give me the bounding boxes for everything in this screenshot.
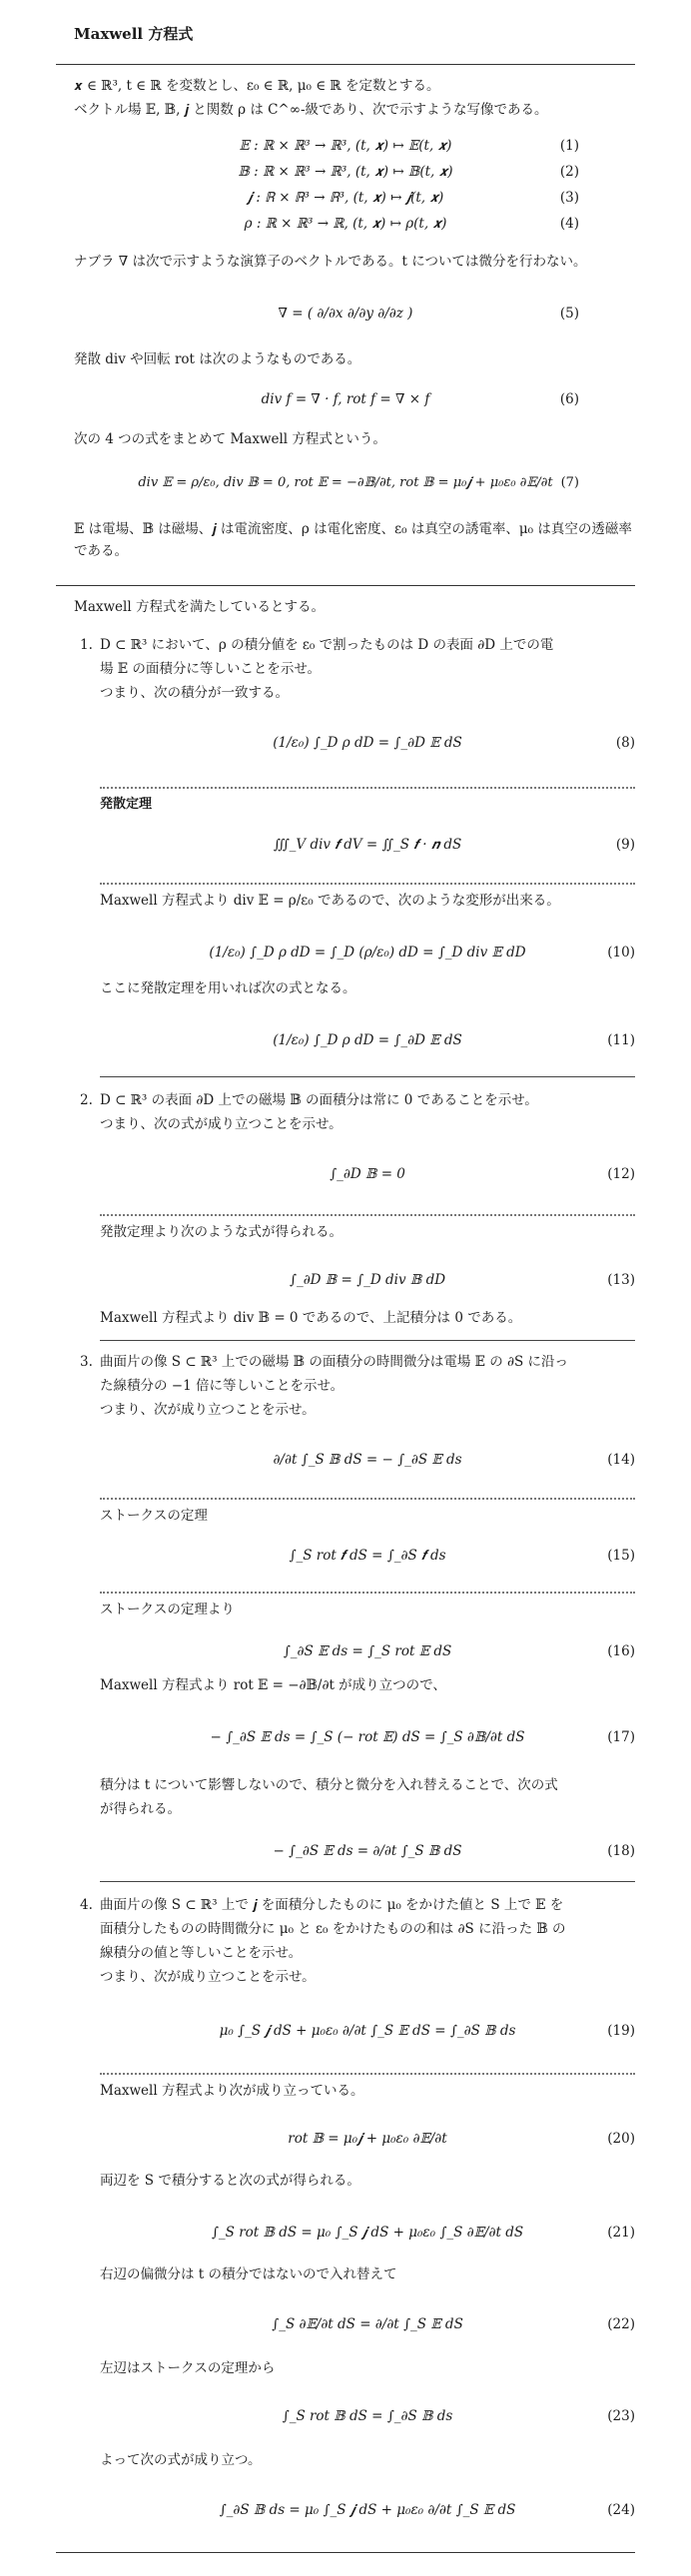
equation-11: (1/ε₀) ∫_D ρ dD = ∫_∂D 𝔼 dS (11)	[100, 1030, 635, 1052]
q4-text-7: 右辺の偏微分は t の積分ではないので入れ替えて	[100, 2266, 397, 2282]
q2-text-4: Maxwell 方程式より div 𝔹 = 0 であるので、上記積分は 0 である。	[100, 1310, 522, 1326]
q3-text-3: つまり、次が成り立つことを示せ。	[100, 1402, 316, 1418]
equation-number: (9)	[615, 837, 635, 853]
equation-number: (11)	[607, 1032, 635, 1048]
equation-number: (15)	[607, 1548, 635, 1564]
equation-16: ∫_∂S 𝔼 ds = ∫_S rot 𝔼 dS (16)	[100, 1641, 635, 1663]
q4-text-2: 面積分したものの時間微分に μ₀ と ε₀ をかけたものの和は ∂S に沿った 𝔹 の	[100, 1921, 566, 1937]
equation-1: 𝔼 : ℝ × ℝ³ → ℝ³, (t, 𝒙) ↦ 𝔼(t, 𝒙) (1)	[56, 136, 635, 158]
equation-18: − ∫_∂S 𝔼 ds = ∂/∂t ∫_S 𝔹 dS (18)	[100, 1841, 635, 1863]
equation-24: ∫_∂S 𝔹 ds = μ₀ ∫_S 𝒋 dS + μ₀ε₀ ∂/∂t ∫_S 𝔼 dS (24)	[100, 2500, 635, 2522]
q4-text-4: つまり、次が成り立つことを示せ。	[100, 1969, 316, 1985]
equation-number: (10)	[607, 945, 635, 961]
equation-number: (14)	[607, 1452, 635, 1468]
divider	[100, 1881, 635, 1882]
q3-text-4: ストークスの定理より	[100, 1602, 235, 1617]
equation-number: (6)	[559, 391, 579, 407]
dotted-divider	[100, 1498, 635, 1500]
page-title: Maxwell 方程式	[74, 25, 194, 43]
equation-9: ∭_V div 𝒇 dV = ∬_S 𝒇 · 𝒏 dS (9)	[100, 835, 635, 857]
equation-number: (24)	[607, 2502, 635, 2518]
equation-number: (17)	[607, 1729, 635, 1745]
item-number: 4.	[80, 1897, 93, 1913]
equation-15: ∫_S rot 𝒇 dS = ∫_∂S 𝒇 ds (15)	[100, 1546, 635, 1568]
dotted-divider	[100, 1592, 635, 1594]
equation-13: ∫_∂D 𝔹 = ∫_D div 𝔹 dD (13)	[100, 1270, 635, 1292]
dotted-divider	[100, 1214, 635, 1216]
equation-7: div 𝔼 = ρ/ε₀, div 𝔹 = 0, rot 𝔼 = −∂𝔹/∂t, rot 𝔹 = μ₀𝒋 + μ₀ε₀ ∂𝔼/∂t (7)	[56, 473, 635, 494]
equation-number: (7)	[560, 475, 579, 490]
nabla-text: ナブラ ∇ は次で示すような演算子のベクトルである。t については微分を行わない。	[74, 254, 587, 270]
section-label: ストークスの定理	[100, 1508, 208, 1524]
equation-number: (2)	[559, 164, 579, 180]
equation-20: rot 𝔹 = μ₀𝒋 + μ₀ε₀ ∂𝔼/∂t (20)	[100, 2129, 635, 2151]
equation-number: (20)	[607, 2131, 635, 2147]
equation-17: − ∫_∂S 𝔼 ds = ∫_S (− rot 𝔼) dS = ∫_S ∂𝔹/∂t dS (17)	[100, 1727, 635, 1749]
q3-text-5: Maxwell 方程式より rot 𝔼 = −∂𝔹/∂t が成り立つので、	[100, 1677, 446, 1693]
item-number: 1.	[80, 637, 93, 653]
description-text: 𝔼 は電場、𝔹 は磁場、𝒋 は電流密度、ρ は電化密度、ε₀ は真空の誘電率、μ₀ は真空の透磁率である。	[74, 521, 632, 559]
equation-5: ∇ = ( ∂/∂x ∂/∂y ∂/∂z ) (5)	[56, 304, 635, 325]
divider	[56, 585, 635, 586]
equation-number: (18)	[607, 1843, 635, 1859]
equation-number: (3)	[559, 190, 579, 206]
q1-text-1: D ⊂ ℝ³ において、ρ の積分値を ε₀ で割ったものは D の表面 ∂D 上での電	[100, 637, 554, 653]
equation-number: (22)	[607, 2316, 635, 2332]
equation-8: (1/ε₀) ∫_D ρ dD = ∫_∂D 𝔼 dS (8)	[100, 733, 635, 755]
q3-text-7: が得られる。	[100, 1801, 181, 1817]
equation-number: (23)	[607, 2408, 635, 2424]
equation-number: (4)	[559, 216, 579, 232]
dotted-divider	[100, 2073, 635, 2075]
equation-number: (1)	[559, 138, 579, 154]
q4-text-5: Maxwell 方程式より次が成り立っている。	[100, 2083, 364, 2099]
q4-text-8: 左辺はストークスの定理から	[100, 2360, 276, 2376]
q4-text-6: 両辺を S で積分すると次の式が得られる。	[100, 2173, 360, 2189]
div-text: 発散 div や回転 rot は次のようなものである。	[74, 351, 361, 367]
divider	[56, 2552, 635, 2553]
q1-text-2: 場 𝔼 の面積分に等しいことを示せ。	[100, 661, 321, 677]
q1-text-4: Maxwell 方程式より div 𝔼 = ρ/ε₀ であるので、次のような変形が出来る。	[100, 893, 560, 909]
q3-text-6: 積分は t について影響しないので、積分と微分を入れ替えることで、次の式	[100, 1777, 558, 1793]
divider	[100, 1076, 635, 1077]
equation-4: ρ : ℝ × ℝ³ → ℝ, (t, 𝒙) ↦ ρ(t, 𝒙) (4)	[56, 214, 635, 236]
q4-text-3: 線積分の値と等しいことを示せ。	[100, 1945, 303, 1961]
q1-text-3: つまり、次の積分が一致する。	[100, 685, 289, 701]
q4-text-9: よって次の式が成り立つ。	[100, 2452, 262, 2468]
dotted-divider	[100, 883, 635, 885]
item-number: 3.	[80, 1354, 93, 1370]
equation-number: (5)	[559, 306, 579, 322]
equation-number: (16)	[607, 1643, 635, 1659]
equation-12: ∫_∂D 𝔹 = 0 (12)	[100, 1164, 635, 1186]
equation-number: (8)	[615, 735, 635, 751]
equation-23: ∫_S rot 𝔹 dS = ∫_∂S 𝔹 ds (23)	[100, 2406, 635, 2428]
equation-number: (21)	[607, 2225, 635, 2241]
equation-14: ∂/∂t ∫_S 𝔹 dS = − ∫_∂S 𝔼 ds (14)	[100, 1450, 635, 1472]
equation-number: (13)	[607, 1272, 635, 1288]
equation-number: (12)	[607, 1166, 635, 1182]
section-label: 発散定理	[100, 797, 153, 812]
equation-19: μ₀ ∫_S 𝒋 dS + μ₀ε₀ ∂/∂t ∫_S 𝔼 dS = ∫_∂S 𝔹 ds (19)	[100, 2021, 635, 2043]
equation-2: 𝔹 : ℝ × ℝ³ → ℝ³, (t, 𝒙) ↦ 𝔹(t, 𝒙) (2)	[56, 162, 635, 184]
dotted-divider	[100, 787, 635, 789]
equation-21: ∫_S rot 𝔹 dS = μ₀ ∫_S 𝒋 dS + μ₀ε₀ ∫_S ∂𝔼/∂t dS (21)	[100, 2223, 635, 2245]
q2-text-1: D ⊂ ℝ³ の表面 ∂D 上での磁場 𝔹 の面積分は常に 0 であることを示せ。	[100, 1092, 538, 1108]
q4-text-1: 曲面片の像 S ⊂ ℝ³ 上で 𝒋 を面積分したものに μ₀ をかけた値と S 上で 𝔼 を	[100, 1897, 564, 1913]
divider	[56, 64, 635, 65]
equation-6: div f = ∇ · f, rot f = ∇ × f (6)	[56, 389, 635, 411]
intro-line-1: 𝒙 ∈ ℝ³, t ∈ ℝ を変数とし、ε₀ ∈ ℝ, μ₀ ∈ ℝ を定数とする。	[74, 78, 440, 94]
q3-text-1: 曲面片の像 S ⊂ ℝ³ 上での磁場 𝔹 の面積分の時間微分は電場 𝔼 の ∂S に沿っ	[100, 1354, 569, 1370]
equation-10: (1/ε₀) ∫_D ρ dD = ∫_D (ρ/ε₀) dD = ∫_D div 𝔼 dD (10)	[100, 943, 635, 965]
maxwell-text: 次の 4 つの式をまとめて Maxwell 方程式という。	[74, 431, 386, 447]
q2-text-3: 発散定理より次のような式が得られる。	[100, 1224, 343, 1240]
intro-line-2: ベクトル場 𝔼, 𝔹, 𝒋 と関数 ρ は C^∞-級であり、次で示すような写像である。	[74, 102, 548, 118]
q2-text-2: つまり、次の式が成り立つことを示せ。	[100, 1116, 343, 1132]
item-number: 2.	[80, 1092, 93, 1108]
equation-3: 𝒋 : ℝ × ℝ³ → ℝ³, (t, 𝒙) ↦ 𝒋(t, 𝒙) (3)	[56, 188, 635, 210]
equation-22: ∫_S ∂𝔼/∂t dS = ∂/∂t ∫_S 𝔼 dS (22)	[100, 2314, 635, 2336]
q3-text-2: た線積分の −1 倍に等しいことを示せ。	[100, 1378, 345, 1394]
divider	[100, 1340, 635, 1341]
q1-text-5: ここに発散定理を用いれば次の式となる。	[100, 980, 356, 996]
assumption-text: Maxwell 方程式を満たしているとする。	[74, 599, 325, 615]
equation-number: (19)	[607, 2023, 635, 2039]
